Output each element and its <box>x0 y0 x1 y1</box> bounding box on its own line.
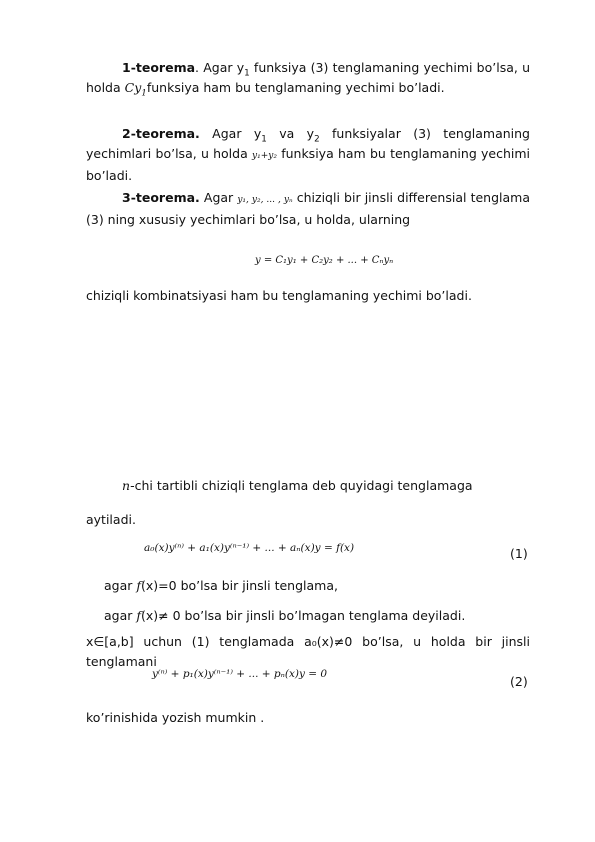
theorem-1-title: 1-teorema <box>122 60 196 75</box>
theorem-1-paragraph: 1-teorema. Agar $y_1$ funksiya (3) tenglamaning yechimi bo’lsa, u holda $Cy_1funksiya$ ham bu tenglamaning yechimi bo’ladi. <box>86 60 530 99</box>
definition-aytiladi: aytiladi. <box>86 512 136 527</box>
math-y-list: y₁, y₂, ... , yₙ <box>237 195 293 205</box>
linear-combination-formula: y = C₁y₁ + C₂y₂ + ... + Cₙyₙ <box>255 255 394 266</box>
math-cy: $Cy_1$ <box>124 80 147 99</box>
theorem-2-title: 2-teorema. <box>122 126 200 141</box>
condition-conclusion: ko’rinishida yozish mumkin . <box>86 710 265 725</box>
equation-1-number: (1) <box>510 546 528 561</box>
condition-paragraph: x∈[a,b] uchun (1) tenglamada a₀(x)≠0 bo’lsa, u holda bir jinsli tenglamani <box>86 634 530 669</box>
definition-line: n-chi tartibli chiziqli tenglama deb quyidagi tenglamaga <box>122 478 473 493</box>
equation-2: y⁽ⁿ⁾ + p₁(x)y⁽ⁿ⁻¹⁾ + ... + pₙ(x)y = 0 <box>152 668 328 680</box>
theorem-2-paragraph: 2-teorema. Agar $y_1$ va $y_2$ funksiyalar (3) tenglamaning yechimlari bo’lsa, u holda y₁+y₂ funksiya ham bu tenglamaning yechimi bo’ladi. <box>86 126 531 183</box>
equation-2-number: (2) <box>510 674 528 689</box>
theorem-3-paragraph: 3-teorema. Agar y₁, y₂, ... , yₙ chiziqli bir jinsli differensial tenglama (3) ning xususiy yechimlari bo’lsa, u holda, ularning <box>86 190 530 227</box>
case-homogeneous: agar f(x)=0 bo’lsa bir jinsli tenglama, <box>104 578 338 593</box>
theorem-3-title: 3-teorema. <box>122 190 200 205</box>
case-nonhomogeneous: agar f(x)≠ 0 bo’lsa bir jinsli bo’lmagan tenglama deyiladi. <box>104 608 466 623</box>
theorem-3-conclusion: chiziqli kombinatsiyasi ham bu tenglamaning yechimi bo’ladi. <box>86 288 472 303</box>
math-y1-plus-y2: y₁+y₂ <box>252 151 277 161</box>
equation-1: a₀(x)y⁽ⁿ⁾ + a₁(x)y⁽ⁿ⁻¹⁾ + ... + aₙ(x)y = f(x) <box>144 542 355 554</box>
